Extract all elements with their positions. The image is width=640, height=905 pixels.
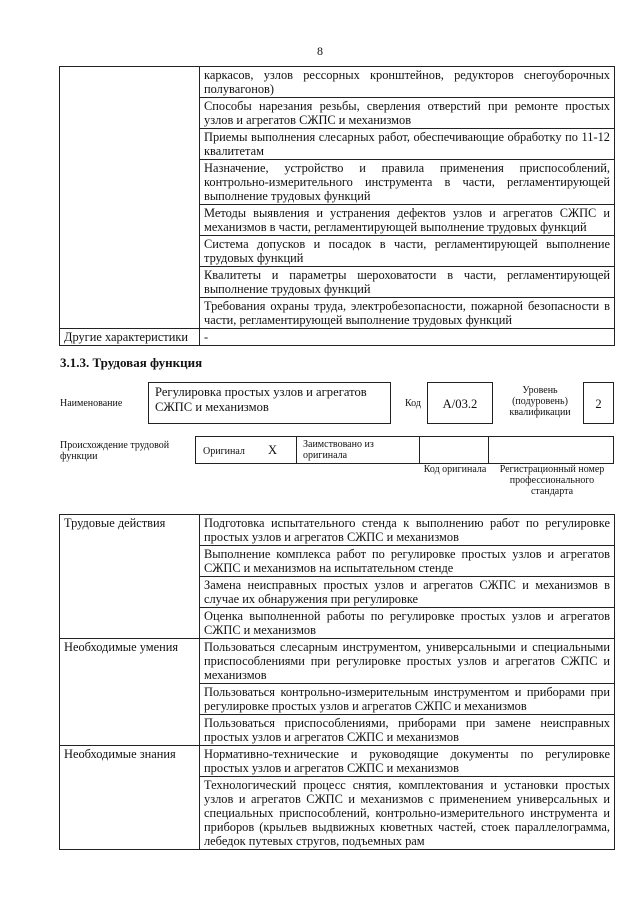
skill-item: Пользоваться приспособлениями, приборами при замене неисправных простых узлов и агрегатов СЖПС и механизмов xyxy=(200,715,615,746)
table-row xyxy=(60,515,615,546)
table-cell-label xyxy=(60,67,200,329)
table-row xyxy=(60,746,615,777)
knowledge-label: Необходимые знания xyxy=(60,746,200,850)
code-label: Код xyxy=(405,398,421,409)
skills-label: Необходимые умения xyxy=(60,639,200,746)
labor-action-item: Подготовка испытательного стенда к выполнению работ по регулировке простых узлов и агрегатов СЖПС и механизмов xyxy=(200,515,615,546)
table-cell-text: Квалитеты и параметры шероховатости в части, регламентирующей выполнение трудовых функций xyxy=(200,267,615,298)
function-code-box: A/03.2 xyxy=(427,382,493,424)
table-cell-text: Методы выявления и устранения дефектов узлов и агрегатов СЖПС и механизмов в части, регламентирующей выполнение трудовых функций xyxy=(200,205,615,236)
knowledge-table-continued xyxy=(59,66,615,346)
labor-action-item: Выполнение комплекса работ по регулировке простых узлов и агрегатов СЖПС и механизмов на испытательном стенде xyxy=(200,546,615,577)
labor-function-table xyxy=(59,514,615,850)
skill-item: Пользоваться контрольно-измерительным инструментом и приборами при регулировке простых узлов и агрегатов СЖПС и механизмов xyxy=(200,684,615,715)
origin-reg-number-cell xyxy=(488,436,614,464)
table-cell-text: Система допусков и посадок в части, регламентирующей выполнение трудовых функций xyxy=(200,236,615,267)
origin-borrowed-cell xyxy=(296,436,420,464)
function-name-box: Регулировка простых узлов и агрегатов СЖПС и механизмов xyxy=(148,382,391,424)
knowledge-item: Технологический процесс снятия, комплектования и установки простых узлов и агрегатов СЖПС и механизмов с применением универсальных и специальных приспособлений, контрольно-измерительного инструмента и приборов (крыльев выдвижных кюветных частей, стоек параллелограмма, лебедок путевых стругов, подъемных рам xyxy=(200,777,615,850)
table-row xyxy=(60,67,615,98)
qualification-level-label: Уровень (подуровень) квалификации xyxy=(509,385,571,418)
origin-original-cell xyxy=(195,436,297,464)
section-title: 3.1.3. Трудовая функция xyxy=(60,355,203,370)
table-cell-text: Требования охраны труда, электробезопасности, пожарной безопасности в части, регламентирующей выполнение трудовых функций xyxy=(200,298,615,329)
origin-borrowed-label: Заимствовано из оригинала xyxy=(303,439,374,461)
skill-item: Пользоваться слесарным инструментом, универсальными и специальными приспособлениями при регулировке простых узлов и агрегатов СЖПС и механизмов xyxy=(200,639,615,684)
table-cell-text: каркасов, узлов рессорных кронштейнов, редукторов снегоуборочных полувагонов) xyxy=(200,67,615,98)
table-cell-text: Назначение, устройство и правила применения приспособлений, контрольно-измерительного инструмента в части, регламентирующей выполнение трудовых функций xyxy=(200,160,615,205)
table-cell-text: Способы нарезания резьбы, сверления отверстий при ремонте простых узлов и агрегатов СЖПС и механизмов xyxy=(200,98,615,129)
knowledge-item: Нормативно-технические и руководящие документы по регулировке простых узлов и агрегатов СЖПС и механизмов xyxy=(200,746,615,777)
origin-row xyxy=(195,436,614,464)
other-characteristics-label: Другие характеристики xyxy=(60,329,200,346)
labor-action-item: Замена неисправных простых узлов и агрегатов СЖПС и механизмов в случае их обнаружения при регулировке xyxy=(200,577,615,608)
origin-original-label: Оригинал xyxy=(203,446,245,457)
origin-code-caption: Код оригинала xyxy=(423,464,487,475)
labor-action-item: Оценка выполненной работы по регулировке простых узлов и агрегатов СЖПС и механизмов xyxy=(200,608,615,639)
origin-reg-caption: Регистрационный номер профессионального стандарта xyxy=(499,464,605,497)
table-row xyxy=(60,639,615,684)
name-label: Наименование xyxy=(60,398,123,409)
table-row xyxy=(60,329,615,346)
page-number: 8 xyxy=(317,44,323,58)
labor-actions-label: Трудовые действия xyxy=(60,515,200,639)
qualification-level-box: 2 xyxy=(583,382,614,424)
origin-original-mark: X xyxy=(268,443,278,457)
origin-code-cell xyxy=(419,436,489,464)
table-cell-text: Приемы выполнения слесарных работ, обеспечивающие обработку по 11-12 квалитетам xyxy=(200,129,615,160)
origin-label: Происхождение трудовой функции xyxy=(60,440,170,462)
other-characteristics-value: - xyxy=(200,329,615,346)
